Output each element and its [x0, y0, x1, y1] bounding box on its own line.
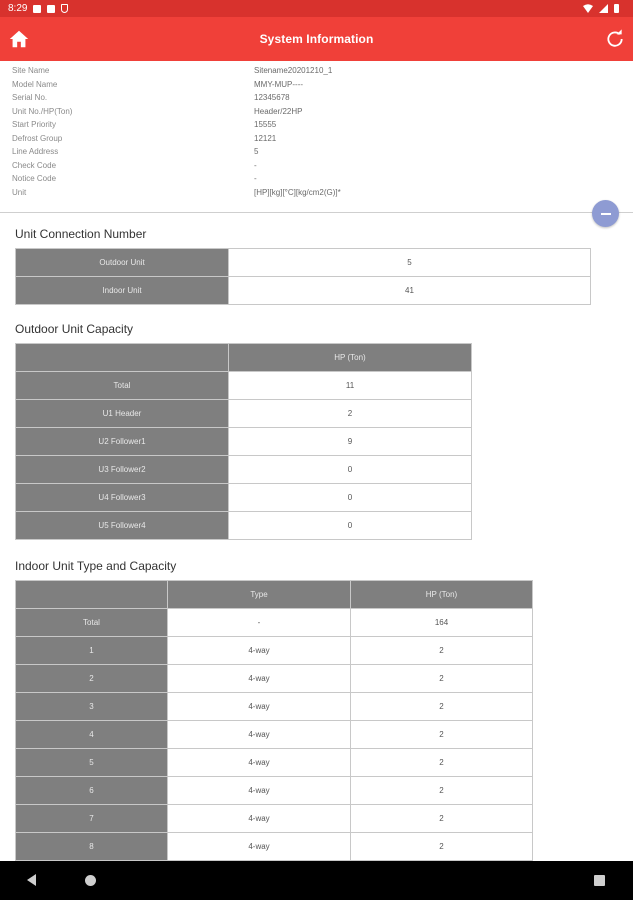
info-row-site-name — [0, 66, 633, 79]
row-hp: 2 — [351, 665, 533, 693]
row-label: 4 — [16, 721, 168, 749]
table-row — [16, 721, 533, 749]
row-label: U2 Follower1 — [16, 428, 229, 456]
indoor-section-title: Indoor Unit Type and Capacity — [15, 559, 177, 573]
info-row-model-name — [0, 80, 633, 93]
table-row — [16, 249, 591, 277]
row-type: 4-way — [168, 665, 351, 693]
outdoor-capacity-table — [15, 343, 472, 540]
table-row — [16, 277, 591, 305]
info-label: Notice Code — [12, 174, 57, 183]
row-hp: 2 — [351, 777, 533, 805]
home-nav-icon[interactable] — [85, 875, 96, 886]
row-value: 9 — [229, 428, 472, 456]
table-row — [16, 609, 533, 637]
row-value: 0 — [229, 456, 472, 484]
battery-icon — [614, 4, 619, 13]
info-value: Sitename20201210_1 — [254, 66, 333, 75]
info-row-defrost-group — [0, 134, 633, 147]
table-row — [16, 749, 533, 777]
table-row — [16, 484, 472, 512]
info-value: 12121 — [254, 133, 277, 143]
row-label: 3 — [16, 693, 168, 721]
row-hp: 2 — [351, 805, 533, 833]
info-value: MMY-MUP---- — [254, 79, 304, 89]
table-header-row — [16, 344, 472, 372]
row-value: 41 — [229, 277, 591, 305]
row-hp: 2 — [351, 637, 533, 665]
header-hp: HP (Ton) — [229, 344, 472, 372]
row-label: U4 Follower3 — [16, 484, 229, 512]
info-label: Serial No. — [12, 93, 48, 102]
info-row-serial-no — [0, 93, 633, 106]
row-label: 6 — [16, 777, 168, 805]
back-icon[interactable] — [27, 874, 36, 886]
row-label: Total — [16, 609, 168, 637]
info-label: Check Code — [12, 160, 57, 170]
minus-icon — [601, 213, 611, 215]
info-row-start-priority — [0, 120, 633, 133]
row-label: U5 Follower4 — [16, 512, 229, 540]
row-value: 0 — [229, 484, 472, 512]
status-time: 8:29 — [8, 3, 28, 14]
row-label: 8 — [16, 833, 168, 861]
connection-section-title: Unit Connection Number — [15, 227, 147, 241]
info-row-unit — [0, 188, 633, 201]
shield-icon — [61, 4, 68, 13]
info-value: 5 — [254, 147, 259, 156]
table-row — [16, 372, 472, 400]
row-type: 4-way — [168, 833, 351, 861]
info-label: Start Priority — [12, 120, 57, 129]
info-value: Header/22HP — [254, 106, 303, 116]
info-row-unit-no — [0, 107, 633, 120]
table-row — [16, 693, 533, 721]
row-hp: 2 — [351, 749, 533, 777]
signal-icon — [599, 4, 608, 13]
home-icon[interactable] — [8, 28, 30, 50]
site-info-panel — [0, 61, 633, 213]
row-label: 1 — [16, 637, 168, 665]
header-blank — [16, 581, 168, 609]
sim-icon — [47, 5, 55, 13]
table-row — [16, 833, 533, 861]
table-row — [16, 456, 472, 484]
table-row — [16, 805, 533, 833]
info-label: Unit — [12, 187, 27, 197]
info-value: 12345678 — [254, 93, 290, 102]
row-value: 5 — [229, 249, 591, 277]
info-value: [HP][kg][°C][kg/cm2(G)]* — [254, 187, 341, 197]
connection-table — [15, 248, 591, 305]
status-bar — [0, 0, 633, 17]
info-row-check-code — [0, 161, 633, 174]
header-hp: HP (Ton) — [351, 581, 533, 609]
row-label: U3 Follower2 — [16, 456, 229, 484]
info-row-notice-code — [0, 174, 633, 187]
table-row — [16, 512, 472, 540]
row-type: 4-way — [168, 721, 351, 749]
table-header-row — [16, 581, 533, 609]
row-type: 4-way — [168, 777, 351, 805]
row-hp: 2 — [351, 721, 533, 749]
app-bar — [0, 17, 633, 61]
table-row — [16, 777, 533, 805]
row-label: Indoor Unit — [16, 277, 229, 305]
table-row — [16, 637, 533, 665]
row-type: - — [168, 609, 351, 637]
row-label: 7 — [16, 805, 168, 833]
row-value: 2 — [229, 400, 472, 428]
row-type: 4-way — [168, 805, 351, 833]
row-label: 2 — [16, 665, 168, 693]
header-blank — [16, 344, 229, 372]
row-type: 4-way — [168, 693, 351, 721]
info-label: Model Name — [12, 79, 58, 89]
info-value: - — [254, 174, 257, 183]
row-type: 4-way — [168, 749, 351, 777]
indoor-capacity-table — [15, 580, 533, 861]
row-value: 11 — [229, 372, 472, 400]
page-title: System Information — [259, 32, 374, 46]
recent-apps-icon[interactable] — [594, 875, 605, 886]
collapse-button[interactable] — [592, 200, 619, 227]
row-hp: 2 — [351, 833, 533, 861]
header-type: Type — [168, 581, 351, 609]
info-label: Line Address — [12, 147, 59, 156]
outdoor-section-title: Outdoor Unit Capacity — [15, 322, 134, 336]
row-hp: 2 — [351, 693, 533, 721]
refresh-icon[interactable] — [605, 29, 625, 49]
row-value: 0 — [229, 512, 472, 540]
info-label: Defrost Group — [12, 133, 63, 143]
row-label: Total — [16, 372, 229, 400]
info-value: 15555 — [254, 120, 277, 129]
table-row — [16, 428, 472, 456]
notification-icon — [33, 5, 41, 13]
table-row — [16, 665, 533, 693]
row-label: Outdoor Unit — [16, 249, 229, 277]
info-row-line-address — [0, 147, 633, 160]
row-hp: 164 — [351, 609, 533, 637]
row-type: 4-way — [168, 637, 351, 665]
info-label: Site Name — [12, 66, 50, 75]
info-label: Unit No./HP(Ton) — [12, 106, 73, 116]
info-value: - — [254, 160, 257, 170]
row-label: 5 — [16, 749, 168, 777]
wifi-icon — [583, 4, 593, 13]
table-row — [16, 400, 472, 428]
row-label: U1 Header — [16, 400, 229, 428]
system-nav-bar — [0, 861, 633, 900]
